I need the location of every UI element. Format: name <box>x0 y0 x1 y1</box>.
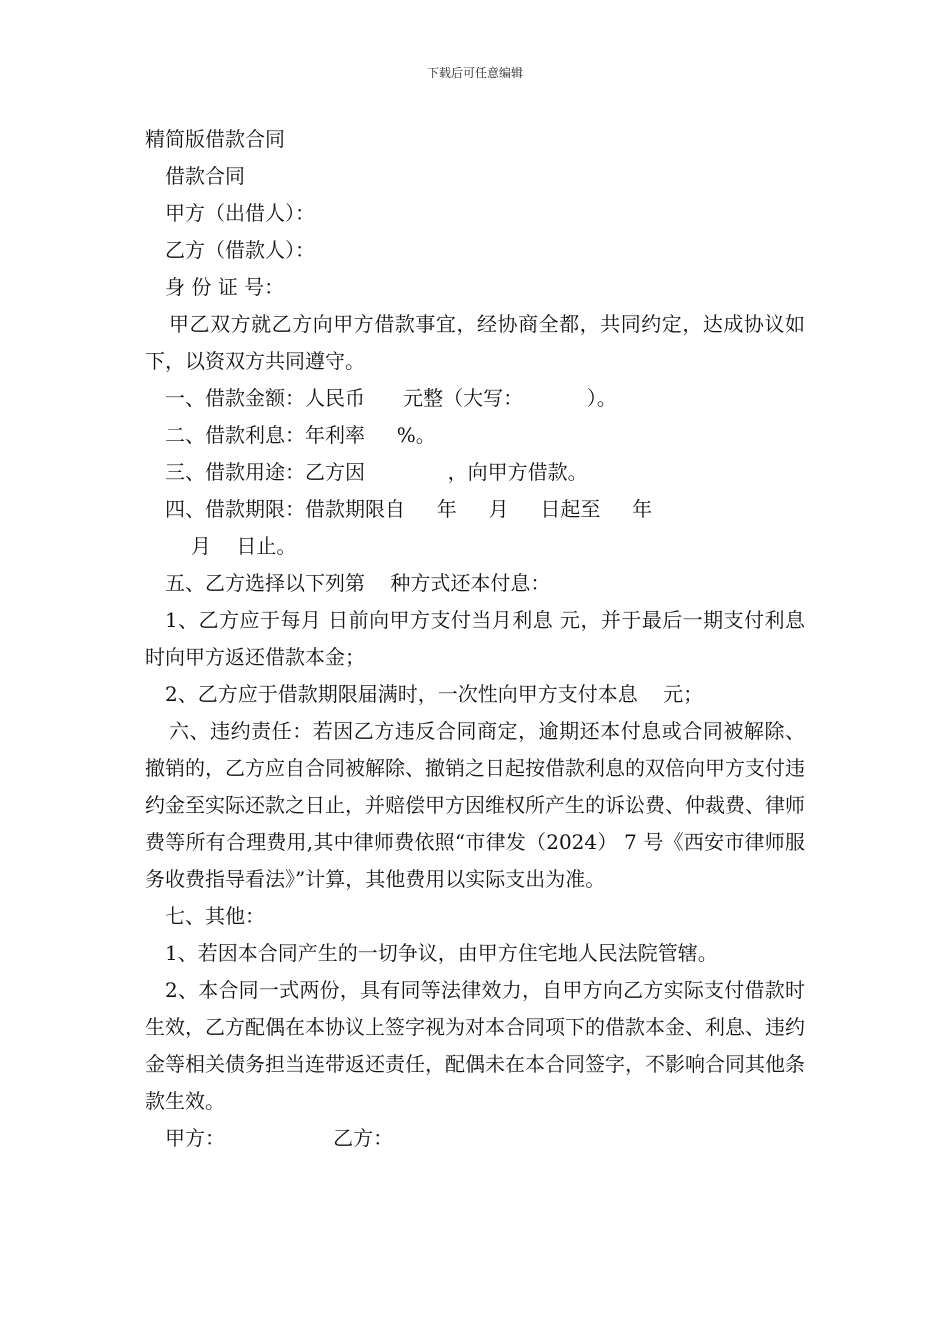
clause-repayment-option2: 2、乙方应于借款期限届满时，一次性向甲方支付本息 元； <box>165 682 704 706</box>
borrower-label: 乙方（借款人）： <box>165 238 315 262</box>
page-header: 下载后可任意编辑 <box>426 66 523 80</box>
clause-amount: 一、借款金额：人民币 元整（大写： ）。 <box>165 386 617 410</box>
document-title: 精简版借款合同 <box>145 127 285 151</box>
clause-term-line2: 月 日止。 <box>191 534 297 558</box>
clause-other-item2: 2、本合同一式两份，具有同等法律效力，自甲方向乙方实际支付借款时生效，乙方配偶在本协议上签字视为对本合同项下的借款本金、利息、违约金等相关债务担当连带返还责任，配偶未在本合同签字，不影响合同其他条款生效。 <box>145 978 805 1113</box>
clause-interest: 二、借款利息：年利率 %。 <box>165 423 436 447</box>
clause-other-item1: 1、若因本合同产生的一切争议，由甲方住宅地人民法院管辖。 <box>165 941 718 965</box>
clause-purpose: 三、借款用途：乙方因 ，向甲方借款。 <box>165 460 588 484</box>
contract-document <box>145 121 805 1157</box>
clause-repayment: 五、乙方选择以下列第 种方式还本付息： <box>165 571 551 595</box>
signature-line: 甲方： 乙方： <box>165 1126 394 1150</box>
intro-paragraph: 甲乙双方就乙方向甲方借款事宜，经协商全都，共同约定，达成协议如下，以资双方共同遵守。 <box>145 312 805 373</box>
document-subtitle: 借款合同 <box>165 164 245 188</box>
id-number-label: 身 份 证 号： <box>165 275 285 299</box>
clause-breach: 六、违约责任：若因乙方违反合同商定，逾期还本付息或合同被解除、撤销的，乙方应自合同被解除、撤销之日起按借款利息的双倍向甲方支付违约金至实际还款之日止，并赔偿甲方因维权所产生的诉讼费、仲裁费、律师费等所有合理费用,其中律师费依照“市律发（2024） 7 号《西安市律师服务收费指导看法》”计算，其他费用以实际支出为准。 <box>145 719 805 891</box>
clause-term-line1: 四、借款期限：借款期限自 年 月 日起至 年 <box>165 497 653 521</box>
clause-repayment-option1: 1、乙方应于每月 日前向甲方支付当月利息 元，并于最后一期支付利息时向甲方返还借款本金； <box>145 608 805 669</box>
lender-label: 甲方（出借人）： <box>165 201 315 225</box>
clause-other: 七、其他： <box>165 904 265 928</box>
